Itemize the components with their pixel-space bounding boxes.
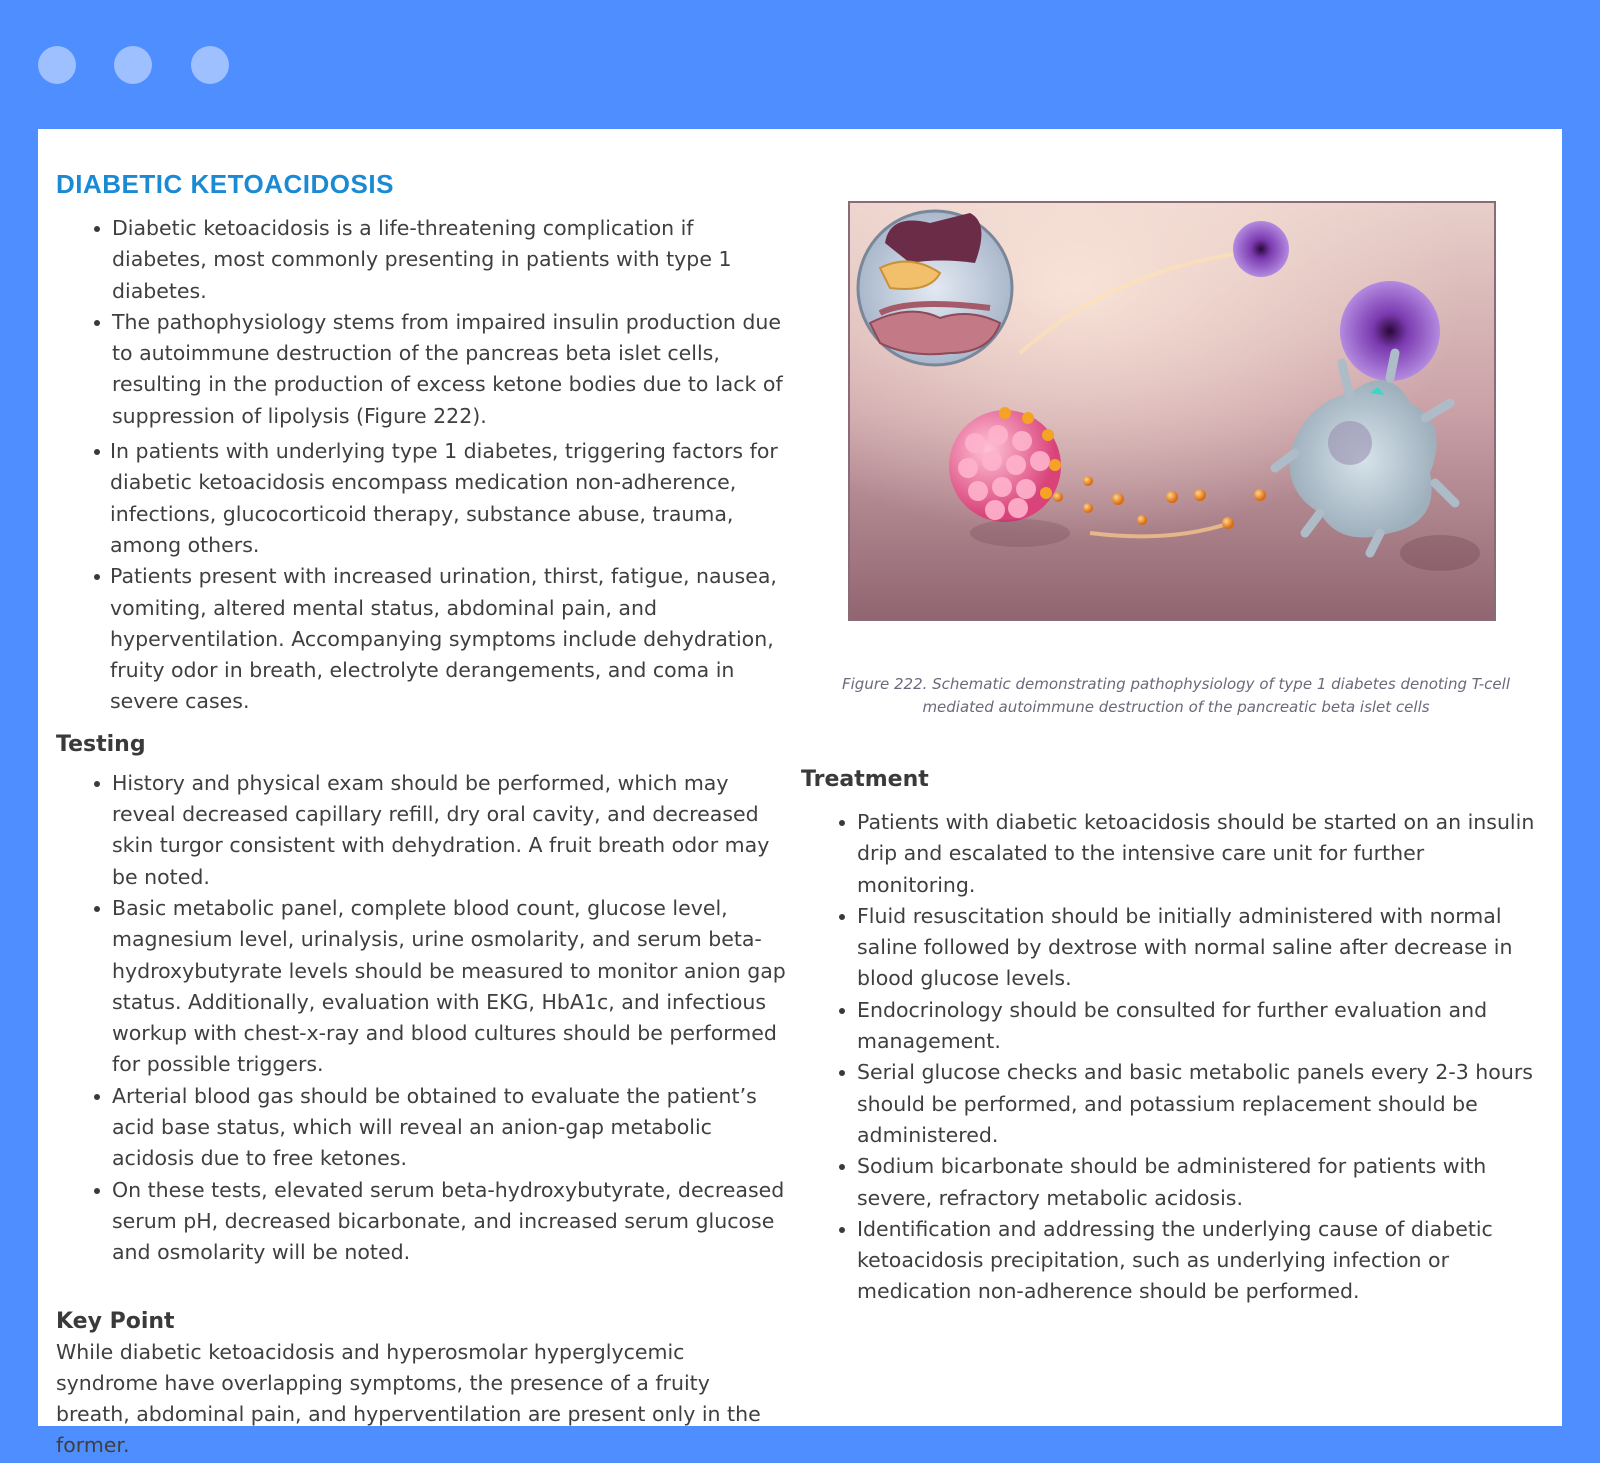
- list-item: History and physical exam should be performed, which may reveal decreased capillary refill, dry oral cavity, and decreased skin turgor consistent with dehydration. A fruit breath odor may be noted.: [56, 768, 786, 893]
- pathophysiology-illustration: [850, 203, 1496, 621]
- figure-image: [848, 201, 1496, 621]
- list-item: Endocrinology should be consulted for further evaluation and management.: [801, 995, 1546, 1058]
- list-item: Sodium bicarbonate should be administered for patients with severe, refractory metabolic acidosis.: [801, 1151, 1546, 1214]
- list-item: The pathophysiology stems from impaired insulin production due to autoimmune destruction of the pancreas beta islet cells, resulting in the production of excess ketone bodies due to lack of suppression of lipolysis (Figure 222).: [56, 307, 786, 432]
- treatment-heading: Treatment: [801, 767, 929, 792]
- list-item: In patients with underlying type 1 diabetes, triggering factors for diabetic ketoacidosis encompass medication non-adherence, infections, glucocorticoid therapy, substance abuse, trauma, among others.: [56, 436, 786, 561]
- list-item: On these tests, elevated serum beta-hydroxybutyrate, decreased serum pH, decreased bicarbonate, and increased serum glucose and osmolarity will be noted.: [56, 1175, 786, 1269]
- treatment-list: [801, 807, 1546, 1308]
- key-point-text: While diabetic ketoacidosis and hyperosmolar hyperglycemic syndrome have overlapping symptoms, the presence of a fruity breath, abdominal pain, and hyperventilation are present only in the former.: [56, 1339, 761, 1458]
- list-item: Serial glucose checks and basic metabolic panels every 2-3 hours should be performed, and potassium replacement should be administered.: [801, 1057, 1546, 1151]
- figure-caption: Figure 222. Schematic demonstrating pathophysiology of type 1 diabetes denoting T-cell mediated autoimmune destruction of the pancreatic beta islet cells: [842, 675, 1510, 716]
- window-title-bar: [0, 0, 1600, 128]
- window-maximize-dot[interactable]: [191, 46, 229, 84]
- list-item: Identification and addressing the underlying cause of diabetic ketoacidosis precipitation, such as underlying infection or medication non-adherence should be performed.: [801, 1214, 1546, 1308]
- article-content: [38, 129, 1562, 1458]
- left-column: [56, 169, 786, 1462]
- testing-heading: Testing: [56, 731, 146, 757]
- treatment-section: [801, 765, 1546, 1308]
- list-item: Fluid resuscitation should be initially administered with normal saline followed by dextrose with normal saline after decrease in blood glucose levels.: [801, 901, 1546, 995]
- list-item: Basic metabolic panel, complete blood count, glucose level, magnesium level, urinalysis, urine osmolarity, and serum beta-hydroxybutyrate levels should be measured to monitor anion gap status. Additionally, evaluation with EKG, HbA1c, and infectious workup with chest-x-ray and blood cultures should be performed for possible triggers.: [56, 893, 786, 1081]
- window-close-dot[interactable]: [38, 46, 76, 84]
- list-item: Patients present with increased urination, thirst, fatigue, nausea, vomiting, altered mental status, abdominal pain, and hyperventilation. Accompanying symptoms include dehydration, fruity odor in breath, electrolyte derangements, and coma in severe cases.: [56, 561, 786, 717]
- window-minimize-dot[interactable]: [114, 46, 152, 84]
- testing-list: [56, 768, 786, 1269]
- key-point-heading: Key Point: [56, 1308, 175, 1334]
- list-item: Patients with diabetic ketoacidosis should be started on an insulin drip and escalated to the intensive care unit for further monitoring.: [801, 807, 1546, 901]
- list-item: Arterial blood gas should be obtained to evaluate the patient’s acid base status, which will reveal an anion-gap metabolic acidosis due to free ketones.: [56, 1081, 786, 1175]
- list-item: Diabetic ketoacidosis is a life-threatening complication if diabetes, most commonly presenting in patients with type 1 diabetes.: [56, 213, 786, 307]
- intro-list: [56, 213, 786, 718]
- page-title: DIABETIC KETOACIDOSIS: [56, 169, 394, 199]
